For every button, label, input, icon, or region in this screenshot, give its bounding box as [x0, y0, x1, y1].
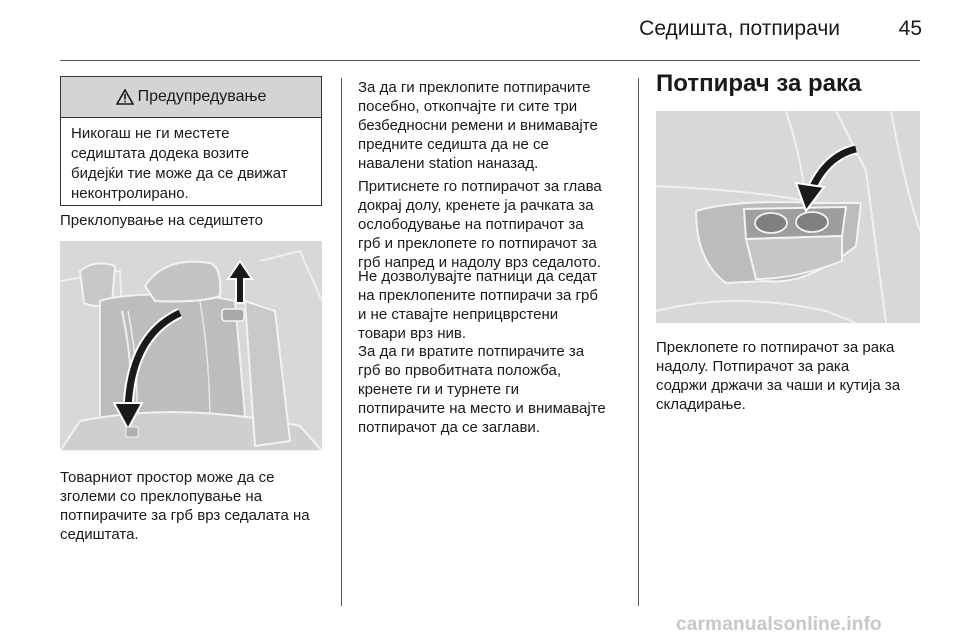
text-line: За да ги преклопите потпирачите	[358, 79, 591, 96]
text-line: потпирачите на место и внимавајте	[358, 400, 606, 417]
caption-line: потпирачите за грб врз седалата на	[60, 507, 310, 524]
caption-line: надолу. Потпирачот за рака	[656, 358, 850, 375]
seat-folding-subheading: Преклопување на седиштето	[60, 212, 263, 229]
caption-line: Преклопете го потпирачот за рака	[656, 339, 895, 356]
fold-instructions-paragraph	[358, 78, 598, 173]
seat-folding-illustration	[60, 241, 322, 451]
text-line: навалени station наназад.	[358, 155, 539, 172]
warning-title: Предупредување	[137, 88, 267, 105]
caption-line: содржи држачи за чаши и кутија за	[656, 377, 901, 394]
warning-triangle-icon	[116, 89, 134, 105]
warning-line: седиштата додека возите	[71, 145, 250, 162]
warning-header	[61, 77, 321, 118]
text-line: ослободување на потпирачот за	[358, 216, 584, 233]
armrest-caption	[656, 338, 900, 414]
text-line: грб и преклопете го потпирачот за	[358, 235, 597, 252]
warning-line: Никогаш не ги местете	[71, 125, 230, 142]
restore-position-paragraph	[358, 342, 606, 437]
text-line: потпирачот да се заглави.	[358, 419, 540, 436]
column-divider-left	[341, 78, 342, 606]
page-header-title: Седишта, потпирачи	[639, 17, 840, 40]
armrest-illustration	[656, 111, 920, 323]
warning-line: бидејќи тие може да се движат	[71, 165, 288, 182]
text-line: грб напред и надолу врз седалото.	[358, 254, 601, 271]
text-line: и не ставајте неприцврстени	[358, 306, 559, 323]
caption-line: зголеми со преклопување на	[60, 488, 263, 505]
release-lever-paragraph	[358, 177, 602, 272]
passenger-caution-paragraph	[358, 267, 598, 343]
text-line: Притиснете го потпирачот за глава	[358, 178, 602, 195]
seat-folding-caption	[60, 468, 310, 544]
text-line: Не дозволувајте патници да седат	[358, 268, 598, 285]
text-line: на преклопените потпирачи за грб	[358, 287, 598, 304]
warning-text	[61, 118, 321, 210]
warning-box	[60, 76, 322, 206]
watermark: carmanualsonline.info	[676, 614, 882, 635]
caption-line: Товарниот простор може да се	[60, 469, 275, 486]
caption-line: складирање.	[656, 396, 746, 413]
text-line: За да ги вратите потпирачите за	[358, 343, 585, 360]
caption-line: седиштата.	[60, 526, 139, 543]
warning-line: неконтролирано.	[71, 185, 189, 202]
text-line: грб во првобитната положба,	[358, 362, 562, 379]
page-number: 45	[898, 17, 922, 40]
text-line: посебно, откопчајте ги сите три	[358, 98, 578, 115]
header-rule	[60, 60, 920, 61]
armrest-heading: Потпирач за рака	[656, 70, 862, 97]
text-line: кренете ги и турнете ги	[358, 381, 520, 398]
column-divider-right	[638, 78, 639, 606]
text-line: товари врз нив.	[358, 325, 467, 342]
text-line: докрај долу, кренете ја рачката за	[358, 197, 594, 214]
text-line: безбедносни ремени и внимавајте	[358, 117, 598, 134]
text-line: предните седишта да не се	[358, 136, 549, 153]
